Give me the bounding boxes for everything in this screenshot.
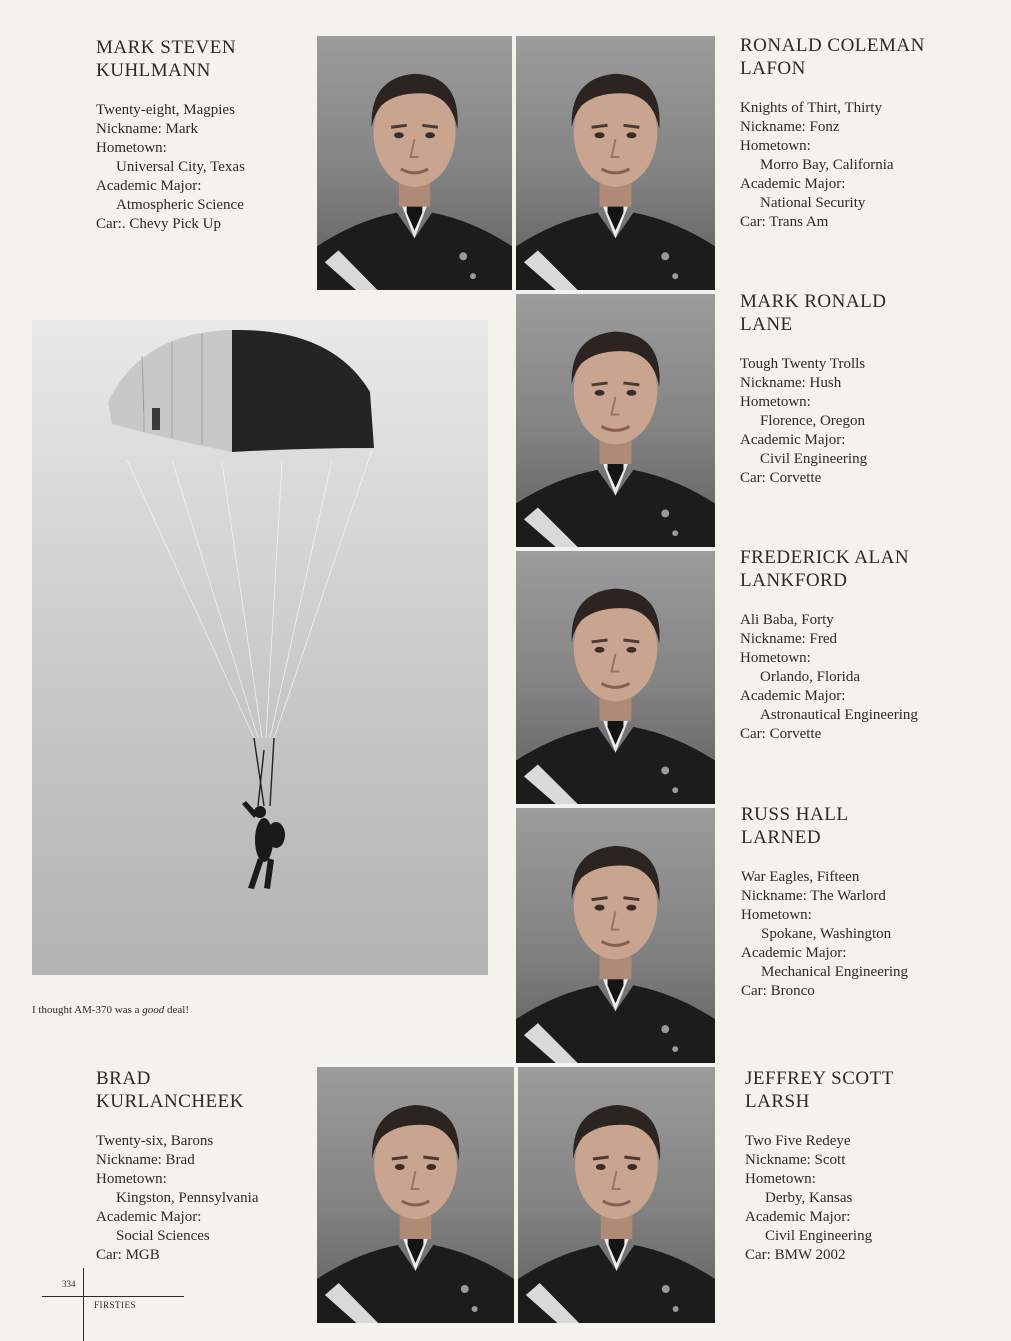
major: Civil Engineering bbox=[760, 451, 868, 467]
nickname: Nickname: Mark bbox=[96, 121, 199, 137]
folio-rule-vertical bbox=[83, 1268, 84, 1341]
name-line-last: LARNED bbox=[741, 827, 822, 848]
major: Astronautical Engineering bbox=[760, 707, 918, 723]
entry-kuhlmann bbox=[96, 36, 245, 234]
car: Car: Corvette bbox=[740, 470, 822, 486]
portrait-photo-kuhlmann bbox=[317, 36, 512, 290]
caption-text: I thought AM-370 was a bbox=[32, 1004, 143, 1016]
entry-lankford bbox=[740, 546, 918, 744]
nickname: Nickname: Fonz bbox=[740, 119, 840, 135]
portrait-photo-larned bbox=[516, 808, 715, 1063]
nickname: Nickname: Hush bbox=[740, 375, 842, 391]
parachutist-figure bbox=[242, 801, 285, 889]
nickname: Nickname: Brad bbox=[96, 1152, 195, 1168]
name-line-first: JEFFREY SCOTT bbox=[745, 1068, 894, 1089]
major-label: Academic Major: bbox=[745, 1209, 851, 1225]
major-label: Academic Major: bbox=[740, 432, 846, 448]
car: Car:. Chevy Pick Up bbox=[96, 216, 221, 232]
portrait-photo-lankford bbox=[516, 551, 715, 804]
entry-larned bbox=[741, 803, 908, 1001]
hometown-label: Hometown: bbox=[740, 138, 811, 154]
name-line-first: MARK RONALD bbox=[740, 291, 887, 312]
entry-larsh bbox=[745, 1067, 894, 1265]
hometown: Morro Bay, California bbox=[760, 157, 894, 173]
hometown-label: Hometown: bbox=[741, 907, 812, 923]
folio-rule-horizontal bbox=[42, 1296, 184, 1297]
portrait-photo-lane bbox=[516, 294, 715, 547]
hometown: Florence, Oregon bbox=[760, 413, 865, 429]
portrait-photo-lafon bbox=[516, 36, 715, 290]
car: Car: MGB bbox=[96, 1247, 160, 1263]
car: Car: Trans Am bbox=[740, 214, 829, 230]
major-label: Academic Major: bbox=[96, 178, 202, 194]
squadron: Ali Baba, Forty bbox=[740, 612, 834, 628]
hometown: Spokane, Washington bbox=[761, 926, 892, 942]
major: Social Sciences bbox=[116, 1228, 210, 1244]
squadron: Knights of Thirt, Thirty bbox=[740, 100, 882, 116]
hometown: Derby, Kansas bbox=[765, 1190, 853, 1206]
name-line-first: BRAD bbox=[96, 1068, 151, 1089]
hometown-label: Hometown: bbox=[96, 140, 167, 156]
major-label: Academic Major: bbox=[740, 688, 846, 704]
hometown-label: Hometown: bbox=[740, 650, 811, 666]
name-line-last: LANE bbox=[740, 314, 793, 335]
portrait-photo-kurlancheek bbox=[317, 1067, 514, 1323]
caption-text-end: deal! bbox=[164, 1004, 190, 1016]
car: Car: Bronco bbox=[741, 983, 815, 999]
major-label: Academic Major: bbox=[740, 176, 846, 192]
entry-lafon bbox=[740, 34, 925, 232]
major: Atmospheric Science bbox=[116, 197, 244, 213]
major: Mechanical Engineering bbox=[761, 964, 909, 980]
hometown-label: Hometown: bbox=[745, 1171, 816, 1187]
section-title: FIRSTIES bbox=[94, 1300, 137, 1310]
entry-name bbox=[96, 36, 245, 82]
name-line-last: KURLANCHEEK bbox=[96, 1091, 244, 1112]
portrait-photo-larsh bbox=[518, 1067, 715, 1323]
name-line-last: KUHLMANN bbox=[96, 60, 211, 81]
hometown: Kingston, Pennsylvania bbox=[116, 1190, 259, 1206]
entry-lane bbox=[740, 290, 886, 488]
squadron: War Eagles, Fifteen bbox=[741, 869, 860, 885]
name-line-first: MARK STEVEN bbox=[96, 37, 237, 58]
name-line-first: RUSS HALL bbox=[741, 804, 849, 825]
entry-name bbox=[740, 290, 886, 336]
car: Car: Corvette bbox=[740, 726, 822, 742]
name-line-last: LANKFORD bbox=[740, 570, 848, 591]
parachute-canopy bbox=[108, 330, 374, 452]
hometown: Universal City, Texas bbox=[116, 159, 245, 175]
photo-caption bbox=[32, 1004, 189, 1016]
entry-name bbox=[740, 546, 918, 592]
squadron: Tough Twenty Trolls bbox=[740, 356, 866, 372]
entry-name bbox=[740, 34, 925, 80]
name-line-last: LAFON bbox=[740, 58, 806, 79]
major: Civil Engineering bbox=[765, 1228, 873, 1244]
squadron: Two Five Redeye bbox=[745, 1133, 851, 1149]
entry-kurlancheek bbox=[96, 1067, 259, 1265]
major-label: Academic Major: bbox=[741, 945, 847, 961]
hometown-label: Hometown: bbox=[96, 1171, 167, 1187]
major-label: Academic Major: bbox=[96, 1209, 202, 1225]
caption-emphasis: good bbox=[142, 1004, 165, 1016]
major: National Security bbox=[760, 195, 866, 211]
entry-name bbox=[741, 803, 908, 849]
nickname: Nickname: The Warlord bbox=[741, 888, 886, 904]
name-line-first: FREDERICK ALAN bbox=[740, 547, 910, 568]
name-line-first: RONALD COLEMAN bbox=[740, 35, 925, 56]
hometown: Orlando, Florida bbox=[760, 669, 860, 685]
squadron: Twenty-eight, Magpies bbox=[96, 102, 235, 118]
entry-name bbox=[96, 1067, 259, 1113]
page-number: 334 bbox=[62, 1279, 76, 1289]
entry-name bbox=[745, 1067, 894, 1113]
nickname: Nickname: Fred bbox=[740, 631, 838, 647]
name-line-last: LARSH bbox=[745, 1091, 810, 1112]
squadron: Twenty-six, Barons bbox=[96, 1133, 214, 1149]
hometown-label: Hometown: bbox=[740, 394, 811, 410]
parachute-photo bbox=[32, 320, 488, 975]
nickname: Nickname: Scott bbox=[745, 1152, 846, 1168]
car: Car: BMW 2002 bbox=[745, 1247, 846, 1263]
